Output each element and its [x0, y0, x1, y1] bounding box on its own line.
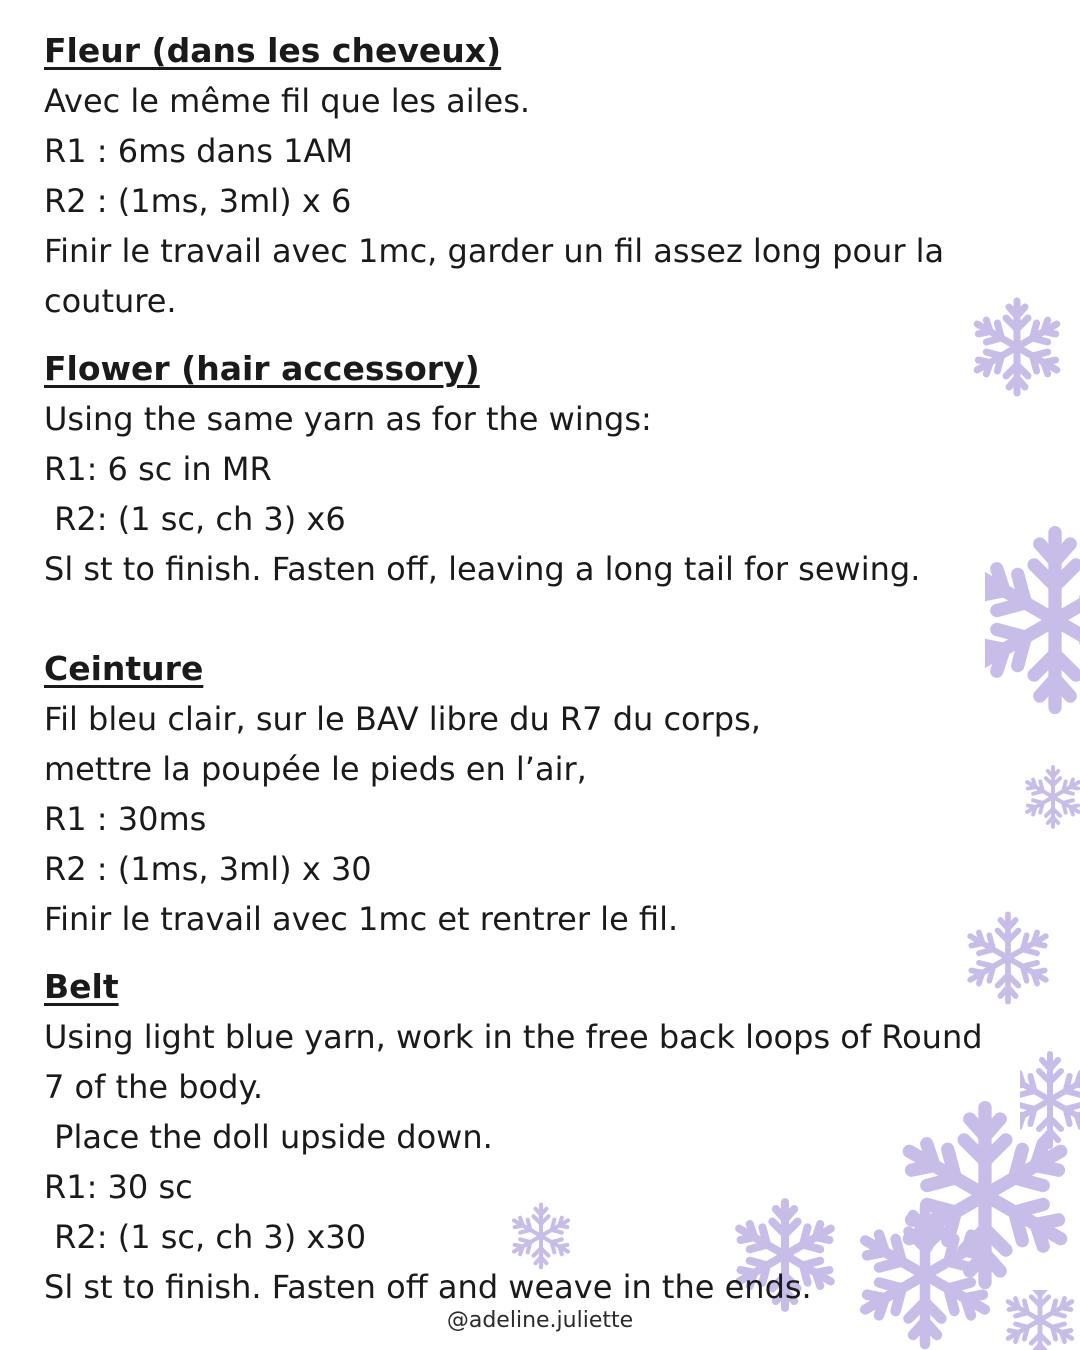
instruction-line: couture. [44, 282, 177, 320]
section-heading: Belt [44, 967, 119, 1006]
instruction-line: Place the doll upside down. [44, 1118, 493, 1156]
instruction-line: R1: 6 sc in MR [44, 450, 272, 488]
section-belt-en [44, 962, 1044, 1312]
instruction-line: Using light blue yarn, work in the free back loops of Round [44, 1018, 983, 1056]
instruction-line: Finir le travail avec 1mc, garder un fil assez long pour la [44, 232, 945, 270]
instruction-line: R1: 30 sc [44, 1168, 193, 1206]
instruction-line: Finir le travail avec 1mc et rentrer le fil. [44, 900, 679, 938]
instruction-line: Sl st to finish. Fasten off and weave in the ends. [44, 1268, 812, 1306]
instruction-line: Using the same yarn as for the wings: [44, 400, 652, 438]
section-flower-en [44, 344, 1044, 594]
author-handle: @adeline.juliette [446, 1308, 634, 1333]
section-flower-fr [44, 26, 1044, 326]
pattern-text [44, 26, 1044, 1312]
section-belt-fr [44, 644, 1044, 944]
section-heading: Ceinture [44, 649, 204, 688]
instruction-line: R2 : (1ms, 3ml) x 30 [44, 850, 372, 888]
instruction-line: 7 of the body. [44, 1068, 263, 1106]
instruction-line: R2: (1 sc, ch 3) x6 [44, 500, 346, 538]
section-heading: Fleur (dans les cheveux) [44, 31, 502, 70]
section-heading: Flower (hair accessory) [44, 349, 480, 388]
instruction-line: Fil bleu clair, sur le BAV libre du R7 du corps, [44, 700, 761, 738]
instruction-line: R2 : (1ms, 3ml) x 6 [44, 182, 352, 220]
instruction-line: mettre la poupée le pieds en l’air, [44, 750, 587, 788]
instruction-line: Sl st to finish. Fasten off, leaving a long tail for sewing. [44, 550, 921, 588]
instruction-line: R1 : 30ms [44, 800, 207, 838]
instruction-line: R1 : 6ms dans 1AM [44, 132, 353, 170]
instruction-line: Avec le même fil que les ailes. [44, 82, 531, 120]
instruction-line: R2: (1 sc, ch 3) x30 [44, 1218, 367, 1256]
